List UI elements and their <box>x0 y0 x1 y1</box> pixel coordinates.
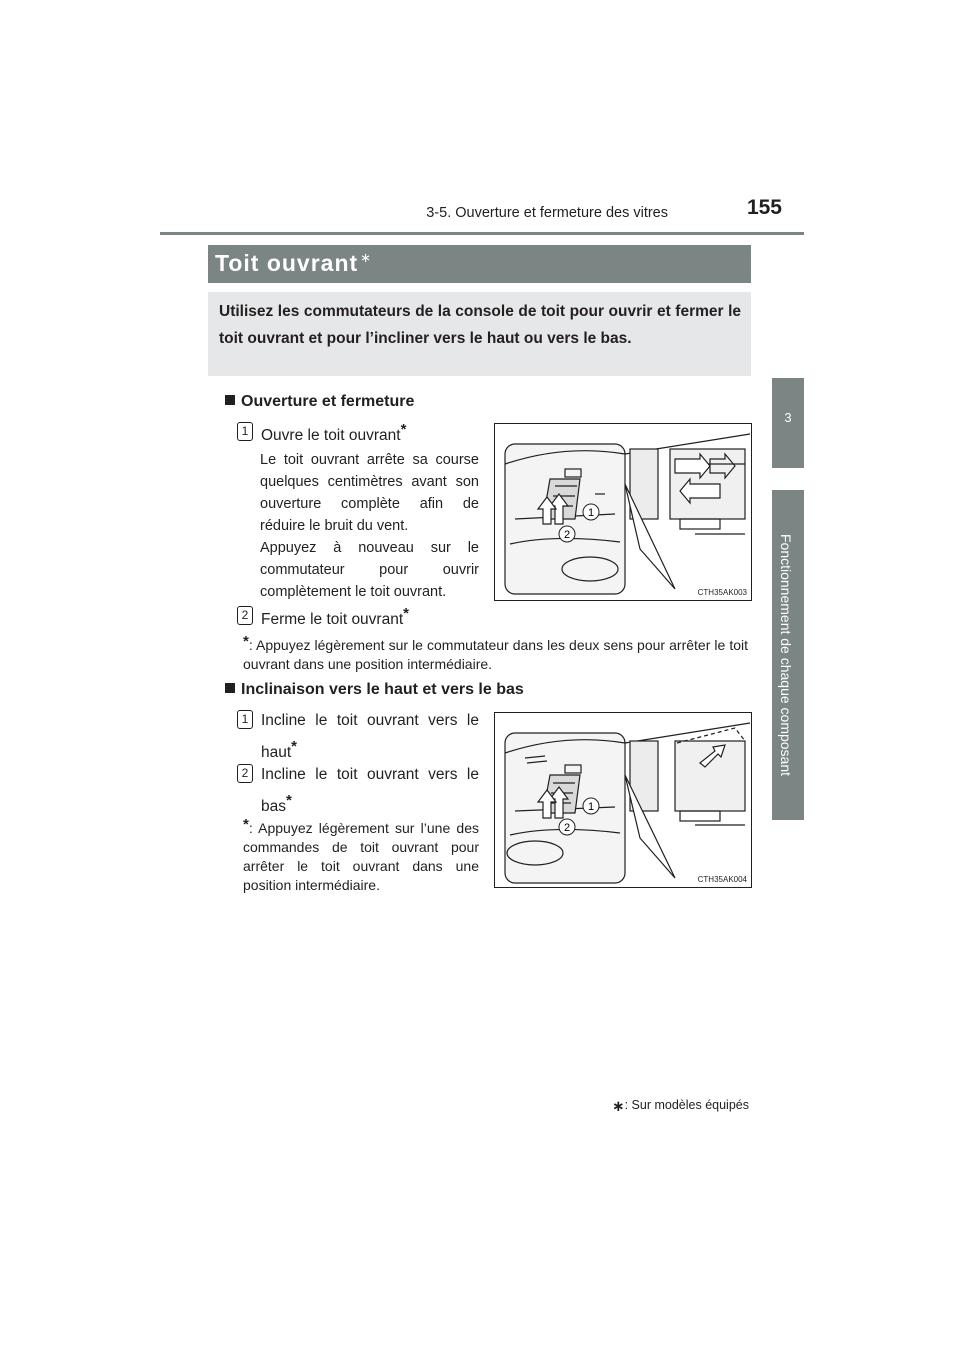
section1-heading: Ouverture et fermeture <box>225 393 414 411</box>
section-title: 3-5. Ouverture et fermeture des vitres <box>426 205 668 221</box>
equipment-footnote: ∗: Sur modèles équipés <box>612 1098 749 1115</box>
page-number: 155 <box>746 196 782 219</box>
figure-code: CTH35AK004 <box>697 875 747 884</box>
footnote-text: *: Appuyez légèrement sur l’une des commandes de toit ouvrant pour arrêter le toit ouvrant dans une position intermédiaire. <box>243 816 479 893</box>
item-label: Ferme le toit ouvrant* <box>261 605 409 628</box>
intro-text: Utilisez les commutateurs de la console de toit pour ouvrir et fermer le toit ouvrant et pour l’incliner vers le haut ou vers le bas. <box>219 303 741 347</box>
page-title: Toit ouvrant ∗ <box>215 250 373 276</box>
section2-heading: Inclinaison vers le haut et vers le bas <box>225 681 524 699</box>
callout-2: 2 <box>563 822 571 834</box>
item-number-badge: 1 <box>237 422 253 441</box>
callout-1: 1 <box>587 507 595 519</box>
footnote-text: *: Appuyez légèrement sur le commutateur dans les deux sens pour arrêter le toit ouvrant dans une position intermédiaire. <box>243 633 748 672</box>
item-number-badge: 2 <box>237 764 253 783</box>
chapter-name: Fonctionnement de chaque composant <box>778 533 794 777</box>
item-label: Incline le toit ouvrant vers le bas* <box>261 766 479 815</box>
sunroof-switch-illustration <box>495 424 751 600</box>
square-bullet-icon <box>225 683 235 693</box>
callout-1: 1 <box>587 801 595 813</box>
square-bullet-icon <box>225 395 235 405</box>
header-rule <box>160 232 804 235</box>
figure-sunroof-tilt <box>494 712 752 888</box>
figure-code: CTH35AK003 <box>697 588 747 597</box>
description-text: Appuyez à nouveau sur le commutateur pour ouvrir complètement le toit ouvrant. <box>260 540 479 600</box>
callout-2: 2 <box>563 529 571 541</box>
item-label: Ouvre le toit ouvrant* <box>261 421 407 444</box>
chapter-number: 3 <box>784 410 792 425</box>
title-marker: ∗ <box>360 250 373 265</box>
item-label: Incline le toit ouvrant vers le haut* <box>261 712 479 761</box>
sunroof-tilt-illustration <box>495 713 751 887</box>
item-number-badge: 1 <box>237 710 253 729</box>
item-number-badge: 2 <box>237 606 253 625</box>
description-text: Le toit ouvrant arrête sa course quelques centimètres avant son ouverture complète afin de réduire le bruit du vent. <box>260 452 479 534</box>
figure-sunroof-open-close <box>494 423 752 601</box>
